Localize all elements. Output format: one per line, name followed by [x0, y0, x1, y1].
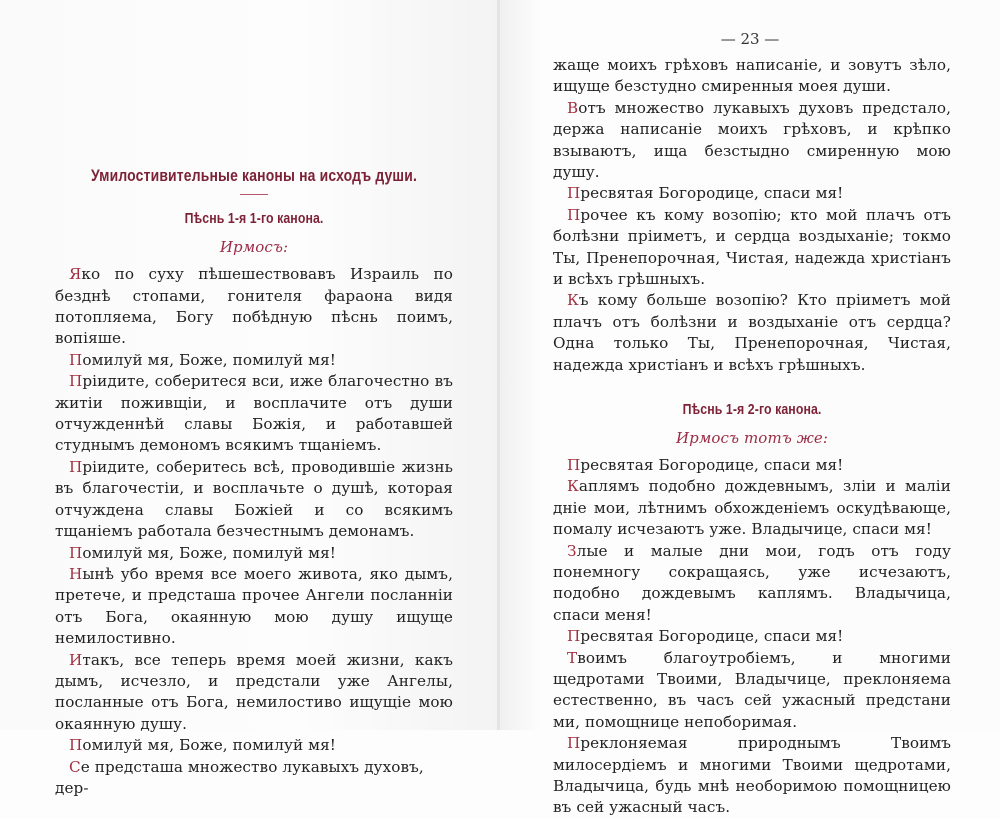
- drop-initial: П: [69, 372, 83, 391]
- paragraph: Помилуй мя, Боже, помилуй мя!: [69, 350, 336, 369]
- paragraph: Пресвятая Богородице, спаси мя!: [567, 455, 844, 474]
- paragraph: Пріидите, соберитеся вси, иже благочестно въ житіи поживщіи, и восплачите отъ души отчужденнѣй славы Божія, и работавшей студнымъ демономъ всякимъ тщаніемъ.: [55, 372, 453, 455]
- drop-initial: З: [567, 541, 577, 560]
- drop-initial: П: [567, 184, 581, 203]
- paragraph: Преклоняемая природнымъ Твоимъ милосердіемъ и многими Твоими щедротами, Владычица, будь мнѣ необоримою помощницею въ сей ужасный часъ.: [553, 734, 951, 817]
- right-page-column: [553, 55, 951, 819]
- paragraph: Помилуй мя, Боже, помилуй мя!: [69, 736, 336, 755]
- title-divider: [240, 194, 268, 195]
- right-page: [500, 0, 1000, 817]
- song-heading: Пѣснь 1-я 1-го канона.: [184, 211, 324, 228]
- drop-initial: К: [567, 477, 579, 496]
- chapter-title: Умилостивительные каноны на исходъ души.: [90, 166, 417, 185]
- drop-initial: П: [69, 543, 83, 562]
- drop-initial: П: [567, 734, 581, 753]
- paragraph-continuation: жаще моихъ грѣховъ написаніе, и зовутъ зѣло, ищуще безстудно смиренныя моея души.: [553, 56, 951, 96]
- song-heading: Пѣснь 1-я 2-го канона.: [682, 402, 822, 419]
- drop-initial: П: [567, 455, 581, 474]
- paragraph: Яко по суху пѣшешествовавъ Израиль по безднѣ стопами, гонителя фараона видя потопляема, Богу побѣдную пѣснь поимъ, вопіяше.: [55, 265, 453, 348]
- left-page-column: [55, 165, 453, 799]
- paragraph: Пресвятая Богородице, спаси мя!: [567, 627, 844, 646]
- paragraph: Помилуй мя, Боже, помилуй мя!: [69, 543, 336, 562]
- drop-initial: Я: [69, 265, 82, 284]
- drop-initial: И: [69, 650, 83, 669]
- drop-initial: П: [69, 736, 83, 755]
- paragraph: Злые и малые дни мои, годъ отъ году понемногу сокращаясь, уже исчезаютъ, подобно дождевымъ каплямъ. Владычица, спаси меня!: [553, 541, 951, 624]
- drop-initial: П: [567, 205, 581, 224]
- left-page: [0, 0, 498, 797]
- irmos-heading: Ирмосъ тотъ же:: [675, 428, 829, 447]
- paragraph: Се предсташа множество лукавыхъ духовъ, дер-: [55, 757, 424, 797]
- drop-initial: Н: [69, 564, 83, 583]
- drop-initial: Т: [567, 648, 578, 667]
- paragraph: Нынѣ убо время все моего живота, яко дымъ, претече, и предсташа прочее Ангели посланніи отъ Бога, окаянную мою душу ищуще немилостивно.: [55, 564, 453, 648]
- section-gap: [553, 376, 951, 400]
- paragraph: Прочее къ кому возопію; кто мой плачъ отъ болѣзни пріиметъ, и сердца воздыханіе; токмо Ты, Пренепорочная, Чистая, надежда христіанъ и всѣхъ грѣшныхъ.: [553, 205, 951, 289]
- paragraph: Твоимъ благоутробіемъ, и многими щедротами Твоими, Владычице, преклоняема естественно, въ часъ сей ужасный предстани ми, помощнице непоборимая.: [553, 648, 951, 731]
- paragraph: Итакъ, все теперь время моей жизни, какъ дымъ, исчезло, и предстали уже Ангелы, посланные отъ Бога, немилостиво ищущіе мою окаянную душу.: [55, 650, 453, 733]
- paragraph: Къ кому больше возопію? Кто пріиметъ мой плачъ отъ болѣзни и воздыханіе отъ сердца? Одна только Ты, Пренепорочная, Чистая, надежда христіанъ и всѣхъ грѣшныхъ.: [553, 291, 951, 374]
- drop-initial: С: [69, 757, 81, 776]
- drop-initial: П: [69, 350, 83, 369]
- irmos-heading: Ирмосъ:: [219, 237, 289, 256]
- page-number: — 23 —: [720, 30, 780, 48]
- drop-initial: П: [567, 627, 581, 646]
- paragraph: Пріидите, соберитесь всѣ, проводившіе жизнь въ благочестіи, и восплачьте о душѣ, которая отчуждена славы Божіей и со всякимъ тщаніемъ работала безчестнымъ демонамъ.: [55, 457, 453, 541]
- drop-initial: П: [69, 457, 83, 476]
- drop-initial: В: [567, 98, 579, 117]
- paragraph: Пресвятая Богородице, спаси мя!: [567, 184, 844, 203]
- drop-initial: К: [567, 291, 579, 310]
- paragraph: Вотъ множество лукавыхъ духовъ предстало, держа написаніе моихъ грѣховъ, и крѣпко взываютъ, ища безстыдно смиренную мою душу.: [553, 98, 951, 182]
- paragraph: Каплямъ подобно дождевнымъ, зліи и маліи дніе мои, лѣтнимъ обхожденіемъ оскудѣвающе, помалу исчезаютъ уже. Владычице, спаси мя!: [553, 477, 951, 539]
